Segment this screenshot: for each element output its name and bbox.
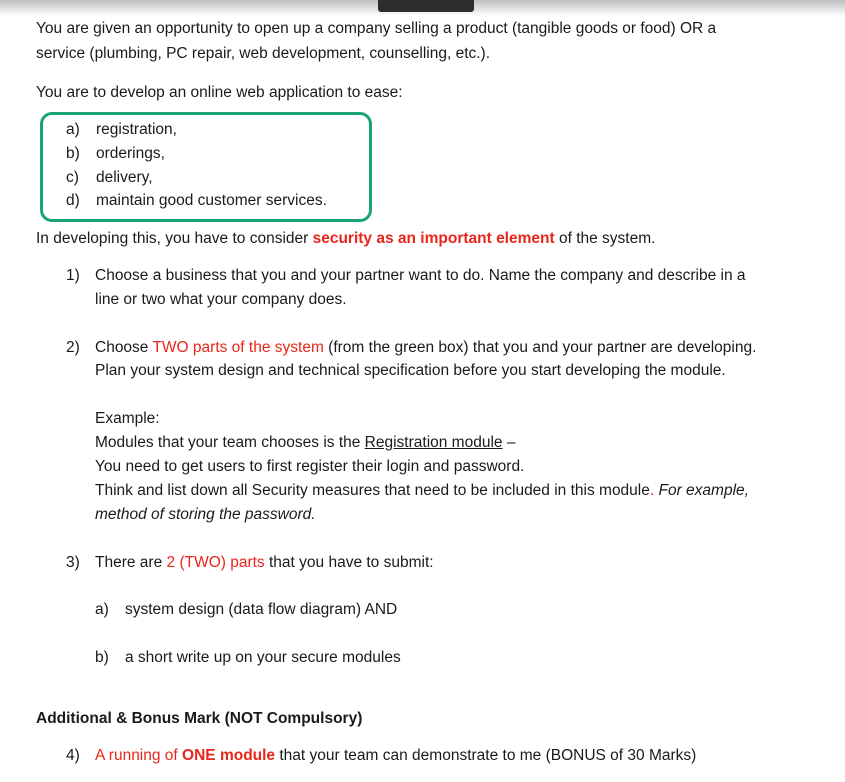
item-4-number: 4) bbox=[66, 747, 80, 764]
item-2-number: 2) bbox=[66, 339, 80, 356]
ease-item-d: d) maintain good customer services. bbox=[66, 192, 327, 209]
ease-item-c: c) delivery, bbox=[66, 169, 153, 186]
item-1-line-1: Choose a business that you and your partner want to do. Name the company and describe in a bbox=[95, 267, 746, 284]
intro-develop: You are to develop an online web application to ease: bbox=[36, 84, 403, 101]
item-4-line: A running of ONE module that your team can demonstrate to me (BONUS of 30 Marks) bbox=[95, 747, 697, 764]
item-2-line-2: Plan your system design and technical specification before you start developing the module. bbox=[95, 362, 726, 379]
ease-item-a: a) registration, bbox=[66, 121, 177, 138]
example-think: Think and list down all Security measures that need to be included in this module. For example, bbox=[95, 482, 749, 499]
item-3-number: 3) bbox=[66, 554, 80, 571]
item-3-sub-a: a) system design (data flow diagram) AND bbox=[95, 601, 398, 618]
intro-line-1: You are given an opportunity to open up a company selling a product (tangible goods or food) OR a bbox=[36, 20, 717, 37]
example-label: Example: bbox=[95, 410, 160, 427]
item-1-line-2: line or two what your company does. bbox=[95, 291, 347, 308]
item-3-line: There are 2 (TWO) parts that you have to submit: bbox=[95, 554, 434, 571]
registration-module-link: Registration module bbox=[364, 434, 503, 451]
example-think-line-2: method of storing the password. bbox=[95, 506, 316, 523]
bonus-heading: Additional & Bonus Mark (NOT Compulsory) bbox=[36, 710, 363, 727]
intro-line-2: service (plumbing, PC repair, web development, counselling, etc.). bbox=[36, 45, 491, 62]
item-3-sub-b: b) a short write up on your secure modules bbox=[95, 649, 401, 666]
example-modules: Modules that your team chooses is the Registration module – bbox=[95, 434, 516, 451]
example-register: You need to get users to first register their login and password. bbox=[95, 458, 525, 475]
item-2-line-1: Choose TWO parts of the system (from the green box) that you and your partner are developing. bbox=[95, 339, 757, 356]
item-1-number: 1) bbox=[66, 267, 80, 284]
ease-item-b: b) orderings, bbox=[66, 145, 165, 162]
security-line: In developing this, you have to consider security as an important element of the system. bbox=[36, 230, 656, 247]
viewer-tab bbox=[378, 0, 474, 12]
